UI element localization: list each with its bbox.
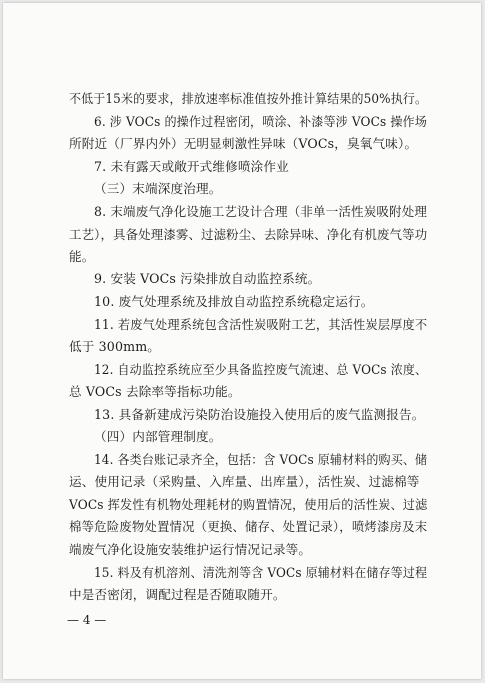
text-line: 中是否密闭，调配过程是否随取随开。 <box>69 587 286 602</box>
text-line: 13. 具备新建成污染防治设施投入使用后的废气监测报告。 <box>94 407 425 422</box>
text-line: 工艺），具备处理漆雾、过滤粉尘、去除异味、净化有机废气等功 <box>69 227 428 242</box>
text-line: 棉等危险废物处置情况（更换、储存、处置记录），喷烤漆房及末 <box>69 519 428 534</box>
text-line: 所附近（厂界内外）无明显刺激性异味（VOCs，臭氧气味）。 <box>69 136 418 151</box>
text-line: 6. 涉 VOCs 的操作过程密闭，喷涂、补漆等涉 VOCs 操作场 <box>94 114 428 129</box>
text-line: VOCs 挥发性有机物处理耗材的购置情况，使用后的活性炭、过滤 <box>69 497 428 512</box>
text-line: 低于 300mm。 <box>69 339 161 354</box>
text-line: 14. 各类台账记录齐全，包括：含 VOCs 原辅材料的购买、储 <box>94 452 428 467</box>
text-line: 7. 未有露天或敞开式维修喷涂作业 <box>94 159 289 174</box>
document-page <box>3 3 481 679</box>
text-line: 不低于15米的要求，排放速率标准值按外推计算结果的50%执行。 <box>69 91 428 106</box>
text-line: 运、使用记录（采购量、入库量、出库量），活性炭、过滤棉等 <box>69 474 420 489</box>
text-line: 能。 <box>69 249 95 264</box>
page-number: — 4 — <box>67 613 107 627</box>
text-line: 端废气净化设施安装维护运行情况记录等。 <box>69 542 312 557</box>
section-heading: （三）末端深度治理。 <box>94 181 222 196</box>
text-line: 8. 末端废气净化设施工艺设计合理（非单一活性炭吸附处理 <box>94 204 428 219</box>
text-line: 12. 自动监控系统应至少具备监控废气流速、总 VOCs 浓度、 <box>94 362 428 377</box>
text-line: 15. 料及有机溶剂、清洗剂等含 VOCs 原辅材料在储存等过程 <box>94 565 428 580</box>
text-line: 9. 安装 VOCs 污染排放自动监控系统。 <box>94 271 321 286</box>
text-line: 11. 若废气处理系统包含活性炭吸附工艺，其活性炭层厚度不 <box>94 317 428 332</box>
text-line: 总 VOCs 去除率等指标功能。 <box>69 384 241 399</box>
text-line: 10. 废气处理系统及排放自动监控系统稳定运行。 <box>94 294 374 309</box>
section-heading: （四）内部管理制度。 <box>94 429 222 444</box>
